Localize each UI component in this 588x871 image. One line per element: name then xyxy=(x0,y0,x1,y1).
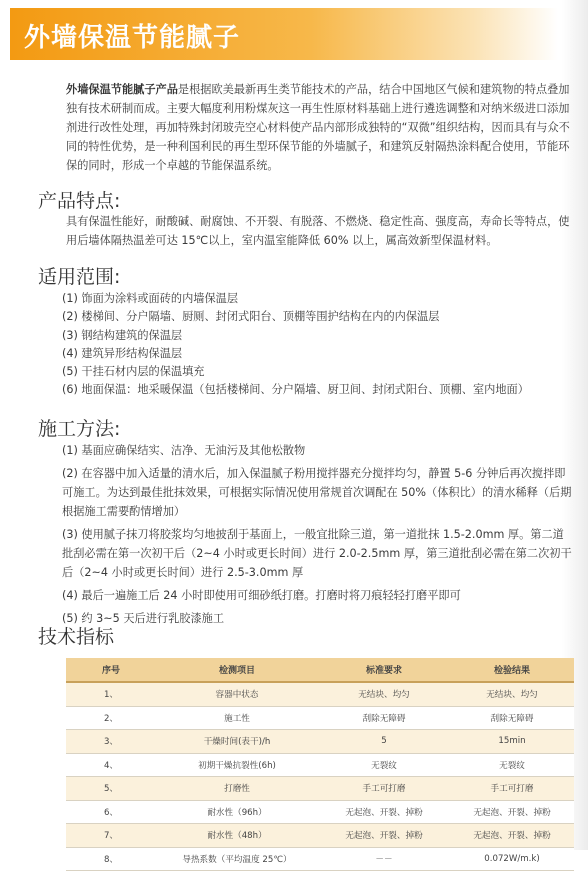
scope-item: (3) 钢结构建筑的保温层 xyxy=(62,328,183,342)
table-cell: 容器中状态 xyxy=(156,682,318,706)
table-cell: 7、 xyxy=(66,824,156,848)
table-row xyxy=(66,753,574,777)
scope-list xyxy=(62,290,574,400)
intro-paragraph xyxy=(66,80,574,175)
table-cell: 3、 xyxy=(66,730,156,754)
table-cell: 2、 xyxy=(66,706,156,730)
table-cell: －－ xyxy=(318,847,450,871)
table-cell: 4、 xyxy=(66,753,156,777)
table-row xyxy=(66,706,574,730)
table-cell: 初期干燥抗裂性(6h) xyxy=(156,753,318,777)
method-item: (4) 最后一遍施工后 24 小时即使用可细砂纸打磨。打磨时将刀痕轻轻打磨平即可 xyxy=(62,589,461,602)
column-header: 序号 xyxy=(66,658,156,682)
method-item: (3) 使用腻子抹刀将胶浆均匀地披刮于基面上，一般宜批除三道，第一道批抹 1.5-2.0mm 厚。第二道批刮必需在第一次初干后（2~4 小时或更长时间）进行 2.0-2.5mm 厚，第三道批刮必需在第二次初干后（2~4 小时或更长时间）进行 2.5-3.0mm 厚 xyxy=(62,528,572,579)
column-header: 标准要求 xyxy=(318,658,450,682)
table-cell: 手工可打磨 xyxy=(318,777,450,801)
method-heading: 施工方法: xyxy=(38,418,121,440)
table-cell: 耐水性（48h） xyxy=(156,824,318,848)
table-cell: 导热系数（平均温度 25℃） xyxy=(156,847,318,871)
method-item: (1) 基面应确保结实、洁净、无油污及其他松散物 xyxy=(62,444,306,457)
table-cell: 干燥时间(表干)/h xyxy=(156,730,318,754)
scope-item: (2) 楼梯间、分户隔墙、厨厕、封闭式阳台、顶棚等围护结构在内的内保温层 xyxy=(62,310,440,324)
table-cell: 手工可打磨 xyxy=(450,777,574,801)
table-row xyxy=(66,847,574,871)
table-cell: 无结块、均匀 xyxy=(318,682,450,706)
spec-table xyxy=(66,658,574,871)
table-cell: 无裂纹 xyxy=(318,753,450,777)
table-cell: 打磨性 xyxy=(156,777,318,801)
column-header: 检验结果 xyxy=(450,658,574,682)
scope-item: (4) 建筑异形结构保温层 xyxy=(62,346,183,360)
table-row xyxy=(66,800,574,824)
features-text: 具有保温性能好，耐酸碱、耐腐蚀、不开裂、有脱落、不燃烧、稳定性高、强度高，寿命长等特点，使用后墙体隔热温差可达 15℃以上，室内温室能降低 60% 以上，属高效新型保温材料。 xyxy=(66,215,570,247)
scope-item: (6) 地面保温：地采暖保温（包括楼梯间、分户隔墙、厨卫间、封闭式阳台、顶棚、室内地面） xyxy=(62,383,529,397)
specs-heading: 技术指标 xyxy=(38,626,115,648)
intro-lead: 外墙保温节能腻子产品 xyxy=(66,83,178,96)
spec-table-header xyxy=(66,658,574,682)
features-heading: 产品特点: xyxy=(38,190,121,212)
table-row xyxy=(66,730,574,754)
table-cell: 施工性 xyxy=(156,706,318,730)
table-row xyxy=(66,824,574,848)
table-cell: 6、 xyxy=(66,800,156,824)
page-title: 外墙保温节能腻子 xyxy=(24,23,241,53)
table-cell: 耐水性（96h） xyxy=(156,800,318,824)
intro-text: 是根据欧美最新再生类节能技术的产品，结合中国地区气候和建筑物的特点叠加独有技术研制而成。主要大幅度利用粉煤灰这一再生性原材料基础上进行遴选调整和对纳米级进口添加剂进行改性处理，再加特殊封闭玻壳空心材料使产品内部形成独特的“双微”组织结构，因而具有与众不同的特性优势，是一种利国利民的再生型环保节能的外墙腻子，和建筑反射隔热涂料配合使用，节能环保的同时，形成一个卓越的节能保温系统。 xyxy=(66,83,570,172)
table-cell: 5、 xyxy=(66,777,156,801)
table-row xyxy=(66,682,574,706)
table-row xyxy=(66,777,574,801)
table-cell: 无起泡、开裂、掉粉 xyxy=(318,800,450,824)
scope-item: (5) 干挂石材内层的保温填充 xyxy=(62,365,205,379)
table-cell: 0.072W/m.k) xyxy=(450,847,574,871)
title-banner xyxy=(10,8,558,60)
table-cell: 无裂纹 xyxy=(450,753,574,777)
method-list xyxy=(62,441,574,632)
scope-item: (1) 饰面为涂料或面砖的内墙保温层 xyxy=(62,292,239,305)
method-item: (2) 在容器中加入适量的清水后，加入保温腻子粉用搅拌器充分搅拌均匀，静置 5-6 分钟后再次搅拌即可施工。为达到最佳批抹效果，可根据实际情况使用常规首次调配在 50%（体积比）的清水稀释（后期根据施工需要酌情增加） xyxy=(62,467,572,518)
table-cell: 15min xyxy=(450,730,574,754)
table-cell: 无起泡、开裂、掉粉 xyxy=(318,824,450,848)
table-cell: 5 xyxy=(318,730,450,754)
method-item: (5) 约 3~5 天后进行乳胶漆施工 xyxy=(62,612,225,625)
table-cell: 无起泡、开裂、掉粉 xyxy=(450,800,574,824)
table-cell: 1、 xyxy=(66,682,156,706)
scope-heading: 适用范围: xyxy=(38,266,121,288)
column-header: 检测项目 xyxy=(156,658,318,682)
table-cell: 刮除无障碍 xyxy=(450,706,574,730)
table-cell: 刮除无障碍 xyxy=(318,706,450,730)
table-cell: 8、 xyxy=(66,847,156,871)
table-cell: 无起泡、开裂、掉粉 xyxy=(450,824,574,848)
table-cell: 无结块、均匀 xyxy=(450,682,574,706)
